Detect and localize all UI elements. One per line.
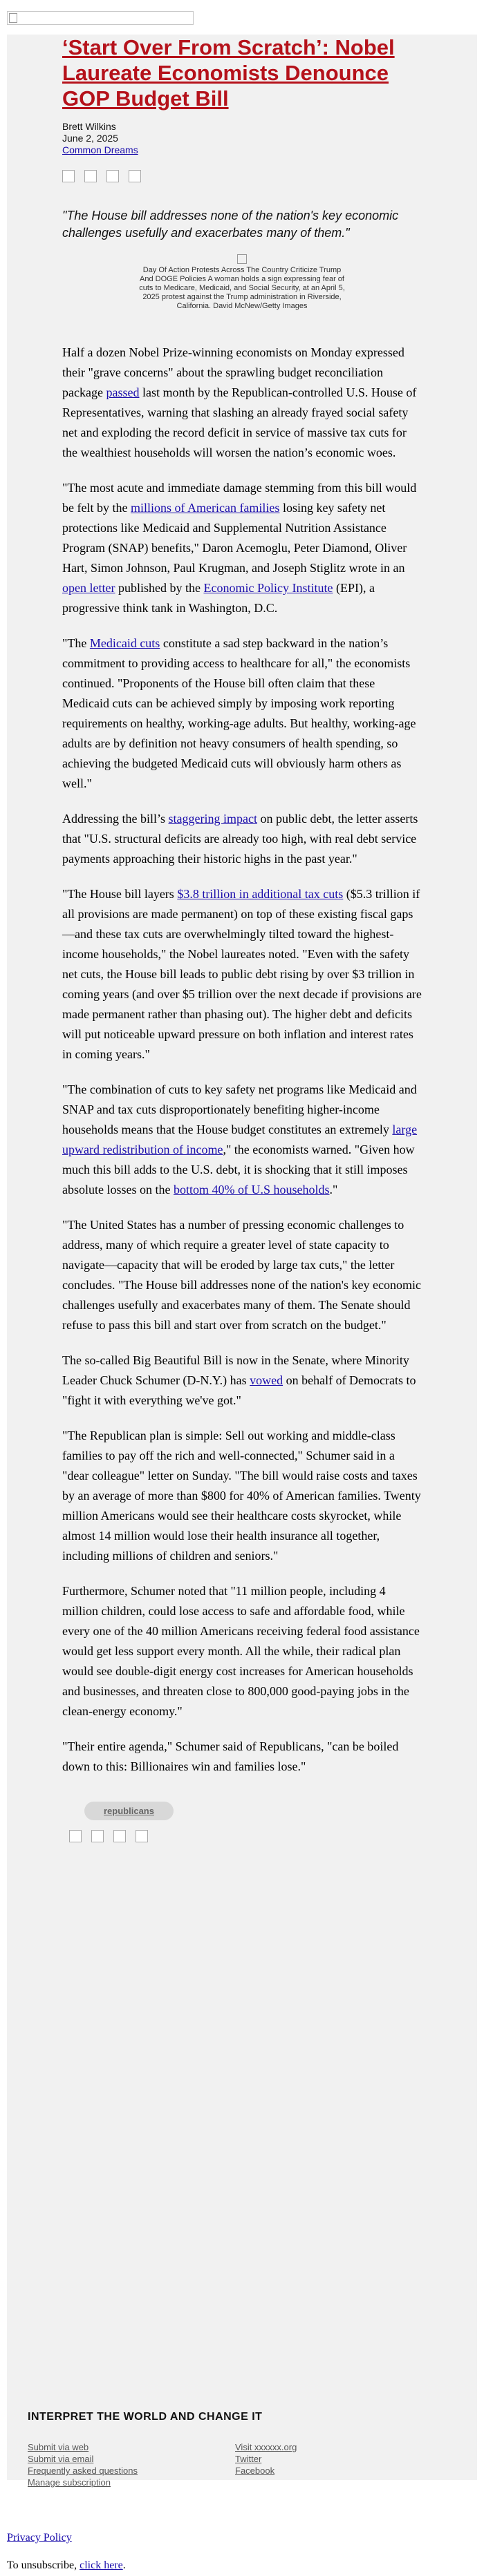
paragraph: Furthermore, Schumer noted that "11 million people, including 4 million children, could lose access to safe and affordable food, while every one of the 40 million Americans receiving federal food assistance would get less support every month. All the while, their radical plan would see double-digit energy cost increases for American households and businesses, and threaten close to 800,000 good-paying jobs in the clean-energy economy."	[62, 1584, 420, 1718]
inline-link[interactable]: $3.8 trillion in additional tax cuts	[177, 887, 344, 901]
pull-quote: "The House bill addresses none of the nation's key economic challenges usefully and exacerbates many of them."	[62, 209, 399, 240]
inline-link[interactable]: vowed	[250, 1373, 283, 1387]
manage-subscription-link[interactable]: Manage subscription	[28, 2477, 111, 2488]
footer-links-right	[235, 2441, 443, 2488]
broken-image-icon[interactable]	[106, 170, 119, 182]
article-body	[62, 343, 422, 1777]
paragraph: "Their entire agenda," Schumer said of Republicans, "can be boiled down to this: Billionaires win and families lose."	[62, 1739, 399, 1773]
unsubscribe-line: To unsubscribe, click here.	[7, 2559, 126, 2571]
photo-caption: Day Of Action Protests Across The Country Criticize Trump And DOGE Policies A woman holds a sign expressing fear of cuts to Medicare, Medicaid, and Social Security, at an April 5, 2025 protest against the Trump administration in Riverside, California. David McNew/Getty Images	[139, 266, 345, 310]
inline-link[interactable]: staggering impact	[168, 812, 257, 826]
paragraph: The so-called Big Beautiful Bill is now in the Senate, where Minority Leader Chuck Schumer (D-N.Y.) has vowed on behalf of Democrats to "fight it with everything we've got."	[62, 1353, 416, 1407]
visit-site-link[interactable]: Visit xxxxxx.org	[235, 2442, 297, 2452]
submit-email-link[interactable]: Submit via email	[28, 2454, 94, 2464]
broken-image-icon[interactable]	[69, 1830, 82, 1842]
inline-link[interactable]: Medicaid cuts	[89, 636, 160, 650]
footer	[28, 2411, 443, 2488]
inline-link[interactable]: open letter	[62, 581, 115, 595]
footer-heading: INTERPRET THE WORLD AND CHANGE IT	[28, 2411, 263, 2423]
paragraph: "The United States has a number of pressing economic challenges to address, many of which require a greater level of state capacity to navigate—capacity that will be eroded by large tax cuts," the letter concludes. "The House bill addresses none of the nation's key economic challenges usefully and exacerbates many of them. The Senate should refuse to pass this bill and start over from scratch on the budget."	[62, 1218, 421, 1332]
share-row-top	[62, 170, 422, 182]
twitter-link[interactable]: Twitter	[235, 2454, 262, 2464]
footer-links-left	[28, 2441, 235, 2488]
article-photo	[138, 254, 346, 311]
paragraph: "The most acute and immediate damage stemming from this bill would be felt by the millions of American families losing key safety net protections like Medicaid and Supplemental Nutrition Assistance Program (SNAP) benefits," Daron Acemoglu, Peter Diamond, Oliver Hart, Simon Johnson, Paul Krugman, and Joseph Stiglitz wrote in an open letter published by the Economic Policy Institute (EPI), a progressive think tank in Washington, D.C.	[62, 481, 417, 615]
article	[62, 35, 422, 1842]
share-row-bottom	[69, 1830, 422, 1842]
paragraph: "The combination of cuts to key safety net programs like Medicaid and SNAP and tax cuts disproportionately benefiting higher-income households means that the House budget constitutes an extremely large upward redistribution of income," the economists warned. "Given how much this bill adds to the U.S. debt, it is shocking that it still imposes absolute losses on the bottom 40% of U.S households."	[62, 1082, 418, 1196]
author: Brett Wilkins	[62, 121, 116, 132]
tag-republicans[interactable]: republicans	[84, 1802, 174, 1820]
inline-link[interactable]: Economic Policy Institute	[203, 581, 333, 595]
submit-web-link[interactable]: Submit via web	[28, 2442, 89, 2452]
faq-link[interactable]: Frequently asked questions	[28, 2465, 138, 2476]
broken-image-icon	[237, 254, 247, 264]
paragraph: Half a dozen Nobel Prize-winning economists on Monday expressed their "grave concerns" about the sprawling budget reconciliation package passed last month by the Republican-controlled U.S. House of Representatives, warning that slashing an already frayed social safety net and exploding the record deficit in service of massive tax cuts for the wealthiest households will worsen the nation’s economic woes.	[62, 345, 417, 459]
logo-image[interactable]	[7, 11, 194, 25]
source-link[interactable]: Common Dreams	[62, 144, 138, 155]
broken-image-icon	[9, 13, 17, 23]
privacy-policy-link[interactable]: Privacy Policy	[7, 2532, 72, 2544]
inline-link[interactable]: passed	[106, 385, 140, 399]
inline-link[interactable]: bottom 40% of U.S households	[173, 1183, 330, 1196]
paragraph: "The Medicaid cuts constitute a sad step backward in the nation’s commitment to providing access to healthcare for all," the economists continued. "Proponents of the House bill often claim that these Medicaid cuts can be achieved simply by imposing work reporting requirements on healthy, working-age adults. But healthy, working-age adults are by definition not heavy consumers of health spending, so achieving the budgeted Medicaid cuts will obviously harm others as well."	[62, 636, 416, 790]
broken-image-icon[interactable]	[91, 1830, 104, 1842]
broken-image-icon[interactable]	[129, 170, 141, 182]
paragraph: "The Republican plan is simple: Sell out working and middle-class families to pay off the rich and well-connected," Schumer said in a "dear colleague" letter on Sunday. "The bill would raise costs and taxes by an average of more than $800 for 40% of American families. Twenty million Americans would see their healthcare costs skyrocket, while almost 14 million would lose their health insurance all together, including millions of children and seniors."	[62, 1429, 421, 1563]
inline-link[interactable]: large upward redistribution of income	[62, 1123, 418, 1156]
broken-image-icon[interactable]	[113, 1830, 126, 1842]
bottom-links	[7, 2532, 126, 2572]
paragraph: "The House bill layers $3.8 trillion in additional tax cuts ($5.3 trillion if all provisions are made permanent) on top of these existing fiscal gaps—and these tax cuts are overwhelmingly tilted toward the highest-income households," the Nobel laureates noted. "Even with the safety net cuts, the House bill leads to public debt rising by over $3 trillion in coming years (and over $5 trillion over the next decade if provisions are made permanent rather than phasing out). The higher debt and deficits will put noticeable upward pressure on both inflation and interest rates in coming years."	[62, 887, 422, 1061]
broken-image-icon[interactable]	[84, 170, 97, 182]
article-title[interactable]: ‘Start Over From Scratch’: Nobel Laureate Economists Denounce GOP Budget Bill	[62, 35, 395, 111]
facebook-link[interactable]: Facebook	[235, 2465, 275, 2476]
broken-image-icon[interactable]	[136, 1830, 148, 1842]
inline-link[interactable]: millions of American families	[130, 501, 280, 515]
paragraph: Addressing the bill’s staggering impact on public debt, the letter asserts that "U.S. structural deficits are already too high, with real debt service payments approaching their historic highs in the past year."	[62, 812, 418, 866]
unsubscribe-link[interactable]: click here	[80, 2559, 123, 2571]
byline	[62, 121, 422, 156]
broken-image-icon[interactable]	[62, 170, 75, 182]
publish-date: June 2, 2025	[62, 133, 118, 144]
